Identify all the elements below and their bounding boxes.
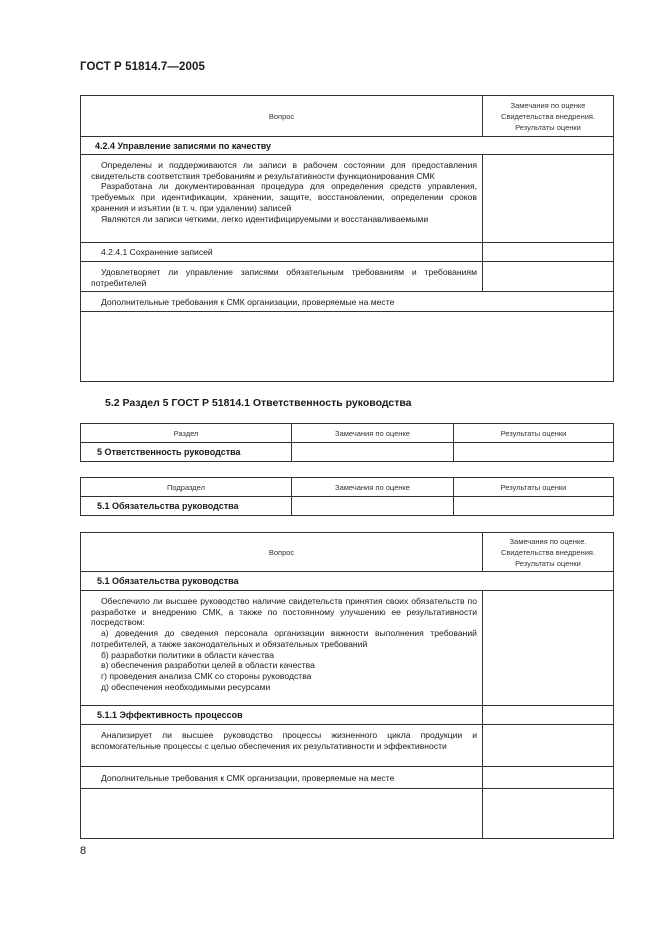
subsection-heading: 4.2.4.1 Сохранение записей <box>81 243 483 262</box>
question-text: Обеспечило ли высшее руководство наличие свидетельств принятия своих обязательств по разработке и внедрению СМК, а также по постоянному улучшению ее результативности посредством: <box>91 596 477 628</box>
empty-row <box>483 789 614 839</box>
column-header-question: Вопрос <box>81 96 483 137</box>
empty-row <box>81 312 614 382</box>
section-name: 5 Ответственность руководства <box>81 443 292 462</box>
question-table-5-1 <box>80 532 614 839</box>
column-header-results: Результаты оценки <box>454 424 614 443</box>
notes-cell <box>483 262 614 292</box>
question-text: Разработана ли документированная процедура для определения средств управления, требуемых при идентификации, хранении, защите, восстановлении, определении сроков хранения и изъятии (в т. ч. при удалении) записей <box>91 181 477 213</box>
results-cell <box>454 497 614 516</box>
question-block <box>81 591 483 706</box>
question-table-4-2-4 <box>80 95 614 382</box>
column-header-notes: Замечания по оценке Свидетельства внедрения. Результаты оценки <box>483 96 614 137</box>
column-header-notes: Замечания по оценке. Свидетельства внедрения. Результаты оценки <box>483 533 614 572</box>
notes-cell <box>292 443 454 462</box>
section-table <box>80 423 614 462</box>
question-block <box>81 155 483 243</box>
subsection-name: 5.1 Обязательства руководства <box>81 497 292 516</box>
notes-cell <box>483 243 614 262</box>
additional-requirements: Дополнительные требования к СМК организации, проверяемые на месте <box>81 767 483 789</box>
document-id: ГОСТ Р 51814.7—2005 <box>80 61 205 73</box>
notes-cell <box>483 706 614 725</box>
results-cell <box>454 443 614 462</box>
column-header-results: Результаты оценки <box>454 478 614 497</box>
notes-cell <box>483 767 614 789</box>
column-header-question: Вопрос <box>81 533 483 572</box>
empty-row <box>81 789 483 839</box>
notes-cell <box>483 591 614 706</box>
notes-cell <box>483 155 614 243</box>
question-text: Определены и поддерживаются ли записи в рабочем состоянии для предоставления свидетельств соответствия требованиям и результативности функционирования СМК <box>91 160 477 181</box>
question-block <box>81 725 483 767</box>
list-item: г) проведения анализа СМК со стороны руководства <box>101 670 312 681</box>
section-heading: 5.1 Обязательства руководства <box>81 572 614 591</box>
column-header-notes: Замечания по оценке <box>292 424 454 443</box>
question-text: Анализирует ли высшее руководство процессы жизненного цикла продукции и вспомогательные процессы с целью обеспечения их результативности и эффективности <box>91 730 477 751</box>
column-header-subsection: Подраздел <box>81 478 292 497</box>
list-item: д) обеспечения необходимыми ресурсами <box>101 681 271 692</box>
list-item: а) доведения до сведения персонала организации важности выполнения требований потребителей, а также законодательных и обязательных требований <box>91 628 477 649</box>
subsection-table <box>80 477 614 516</box>
section-title-5-2: 5.2 Раздел 5 ГОСТ Р 51814.1 Ответственность руководства <box>105 397 412 409</box>
list-item: б) разработки политики в области качества <box>101 649 275 660</box>
page-number: 8 <box>80 845 87 857</box>
column-header-section: Раздел <box>81 424 292 443</box>
question-block <box>81 262 483 292</box>
notes-cell <box>483 725 614 767</box>
question-text: Являются ли записи четкими, легко идентифицируемыми и восстанавливаемыми <box>101 213 429 224</box>
section-heading: 4.2.4 Управление записями по качеству <box>81 137 614 155</box>
subsection-heading: 5.1.1 Эффективность процессов <box>81 706 483 725</box>
column-header-notes: Замечания по оценке <box>292 478 454 497</box>
question-text: Удовлетворяет ли управление записями обязательным требованиям и требованиям потребителей <box>91 267 477 288</box>
additional-requirements: Дополнительные требования к СМК организации, проверяемые на месте <box>81 292 614 312</box>
list-item: в) обеспечения разработки целей в области качества <box>101 660 315 671</box>
notes-cell <box>292 497 454 516</box>
